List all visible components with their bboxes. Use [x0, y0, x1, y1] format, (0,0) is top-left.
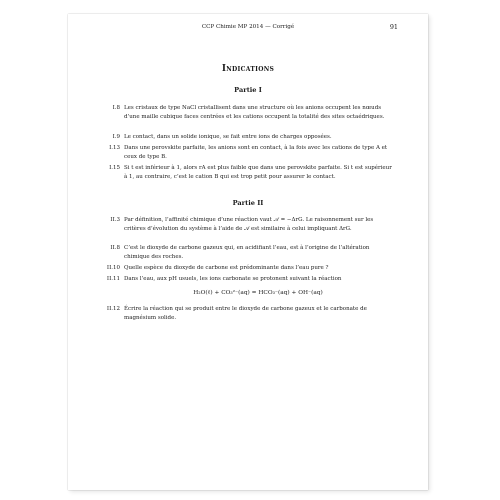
indication-number: II.8 [110, 245, 120, 251]
indication-text: Si t est inférieur à 1, alors rA est plus faible que dans une perovskite parfaite. Si t est supérieur à 1, au contraire, c’est le cation B qui est trop petit pour assurer le contact. [124, 165, 392, 180]
indication-text: Par définition, l’affinité chimique d’une réaction vaut 𝒜 = −ΔrG. Le raisonnement sur les critères d’évolution du système à l’aide de 𝒜 est similaire à celui impliquant ΔrG. [124, 217, 374, 232]
indication-item [106, 264, 392, 273]
indication-item [110, 216, 392, 234]
indication-text: Le contact, dans un solide ionique, se fait entre ions de charges opposées. [124, 134, 332, 140]
indication-item [112, 104, 392, 122]
indication-text: Dans l’eau, aux pH usuels, les ions carbonate se protonent suivant la réaction [124, 276, 342, 282]
indication-text: Les cristaux de type NaCl cristallisent dans une structure où les anions occupent les nœuds d’une maille cubique faces centrées et les cations occupent la totalité des sites octaédriques. [124, 105, 385, 120]
indication-item [112, 133, 392, 142]
indication-item [109, 164, 392, 182]
document-page [68, 14, 428, 490]
indication-number: II.11 [106, 276, 120, 282]
running-title: CCP Chimie MP 2014 — Corrigé [201, 24, 295, 30]
indication-number: I.15 [109, 165, 120, 171]
section-title: Indications [221, 64, 275, 74]
indication-item [109, 144, 392, 162]
carbonate-equation: H₂O(ℓ) + CO₃²⁻(aq) = HCO₃⁻(aq) + OH⁻(aq) [193, 290, 323, 296]
indication-item [106, 275, 392, 284]
indication-text: Quelle espèce du dioxyde de carbone est prédominante dans l’eau pure ? [124, 265, 329, 271]
indication-text: Écrire la réaction qui se produit entre le dioxyde de carbone gazeux et le carbonate de magnésium solide. [124, 306, 367, 321]
indication-number: I.9 [112, 134, 120, 140]
indication-number: II.10 [106, 265, 120, 271]
part-title-2: Partie II [232, 199, 264, 207]
indication-number: I.13 [109, 145, 120, 151]
indication-number: II.3 [110, 217, 120, 223]
indication-text: Dans une perovskite parfaite, les anions sont en contact, à la fois avec les cations de type A et ceux de type B. [124, 145, 388, 160]
part-title-1: Partie I [234, 86, 262, 94]
indication-number: I.8 [112, 105, 120, 111]
indication-number: II.12 [106, 306, 120, 312]
indication-text: C’est le dioxyde de carbone gazeux qui, en acidifiant l’eau, est à l’origine de l’altération chimique des roches. [124, 245, 370, 260]
indication-item [106, 305, 392, 323]
page-number: 91 [389, 23, 398, 31]
indication-item [110, 244, 392, 262]
